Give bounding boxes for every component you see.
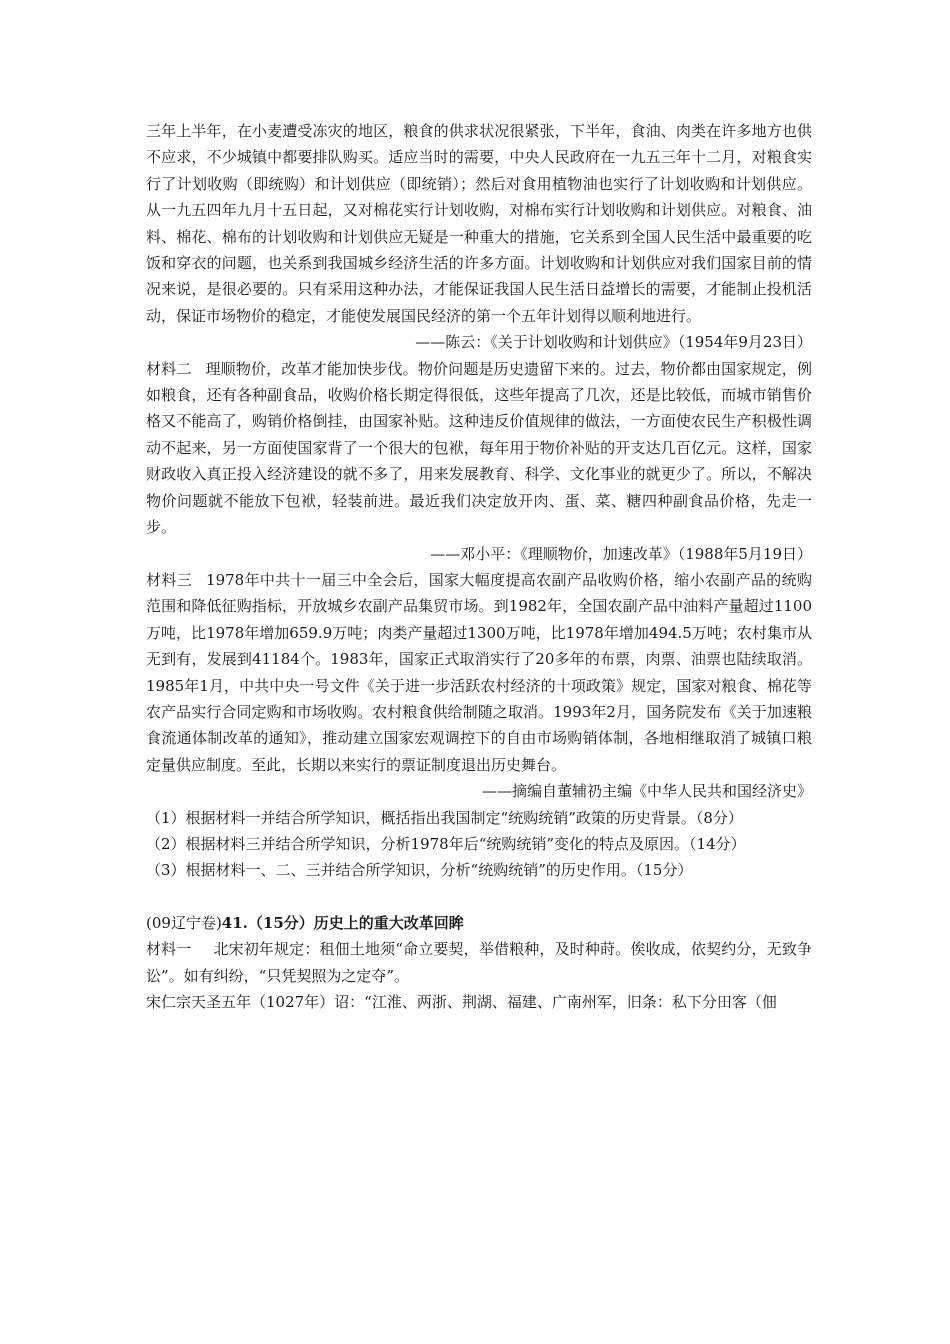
material2-source: ——邓小平：《理顺物价，加速改革》（1988年5月19日） (430, 544, 812, 563)
question-1: （1）根据材料一并结合所学知识，概括指出我国制定“统购统销”政策的历史背景。（8分） (146, 808, 743, 827)
material3-paragraph (146, 567, 812, 778)
material2-text: 理顺物价，改革才能加快步伐。物价问题是历史遗留下来的。过去，物价都由国家规定，例如粮食，还有各种副食品，收购价格长期定得很低，这些年提高了几次，还是比较低，而城市销售价格又不能高了，购销价格倒挂，由国家补贴。这种违反价值规律的做法，一方面使农民生产积极性调动不起来，另一方面使国家背了一个很大的包袱，每年用于物价补贴的开支达几百亿元。这样，国家财政收入真正投入经济建设的就不多了，用来发展教育、科学、文化事业的就更少了。所以，不解决物价问题就不能放下包袱，轻装前进。最近我们决定放开肉、蛋、菜、糖四种副食品价格，先走一步。 (146, 359, 812, 537)
next-question-title: 41.（15分）历史上的重大改革回眸 (221, 913, 464, 932)
material3-source: ——摘编自董辅礽主编《中华人民共和国经济史》 (481, 782, 812, 801)
next-material1-paragraph (146, 936, 812, 989)
next-question-heading (146, 910, 812, 936)
section-gap (146, 884, 812, 910)
question-3: （3）根据材料一、二、三并结合所学知识，分析“统购统销”的历史作用。（15分） (146, 861, 693, 880)
material2-label: 材料二 (146, 359, 192, 378)
material1-text: 三年上半年，在小麦遭受冻灾的地区，粮食的供求状况很紧张，下半年，食油、肉类在许多地方也供不应求，不少城镇中都要排队购买。适应当时的需要，中央人民政府在一九五三年十二月，对粮食实行了计划收购（即统购）和计划供应（即统销）；然后对食用植物油也实行了计划收购和计划供应。从一九五四年九月十五日起，又对棉花实行计划收购，对棉布实行计划收购和计划供应。对粮食、油料、棉花、棉布的计划收购和计划供应无疑是一种重大的措施，它关系到全国人民生活中最重要的吃饭和穿衣的问题，也关系到我国城乡经济生活的许多方面。计划收购和计划供应对我们国家目前的情况来说，是很必要的。只有采用这种办法，才能保证我国人民生活日益增长的需要，才能制止投机活动，保证市场物价的稳定，才能使发展国民经济的第一个五年计划得以顺利地进行。 (146, 122, 812, 325)
material1-source: ——陈云：《关于计划收购和计划供应》（1954年9月23日） (415, 333, 812, 352)
material3-text: 1978年中共十一届三中全会后，国家大幅度提高农副产品收购价格，缩小农副产品的统购范围和降低征购指标，开放城乡农副产品集贸市场。到1982年，全国农副产品中油料产量超过1100万吨，比1978年增加659.9万吨；肉类产量超过1300万吨，比1978年增加494.5万吨；农村集市从无到有，发展到41184个。1983年，国家正式取消实行了20多年的布票，肉票、油票也陆续取消。1985年1月，中共中央一号文件《关于进一步活跃农村经济的十项政策》规定，国家对粮食、棉花等农产品实行合同定购和市场收购。农村粮食供给制随之取消。1993年2月，国务院发布《关于加速粮食流通体制改革的通知》，推动建立国家宏观调控下的自由市场购销体制，各地相继取消了城镇口粮定量供应制度。至此，长期以来实行的票证制度退出历史舞台。 (146, 570, 812, 774)
material2-paragraph (146, 356, 812, 541)
material3-label: 材料三 (146, 570, 193, 589)
next-material1-text: 北宋初年规定：租佃土地须“命立要契，举借粮种，及时种莳。俟收成，依契约分，无致争讼”。如有纠纷，“只凭契照为之定夺”。 (146, 940, 812, 985)
question-2: （2）根据材料三并结合所学知识，分析1978年后“统购统销”变化的特点及原因。（14分） (146, 834, 746, 853)
next-edict-text: 宋仁宗天圣五年（1027年）诏：“江淮、两浙、荆湖、福建、广南州军，旧条：私下分田客（佃 (146, 993, 777, 1011)
next-material1-label: 材料一 (146, 940, 192, 959)
document-page (146, 118, 812, 1015)
next-question-prefix: (09辽宁卷) (146, 913, 222, 932)
